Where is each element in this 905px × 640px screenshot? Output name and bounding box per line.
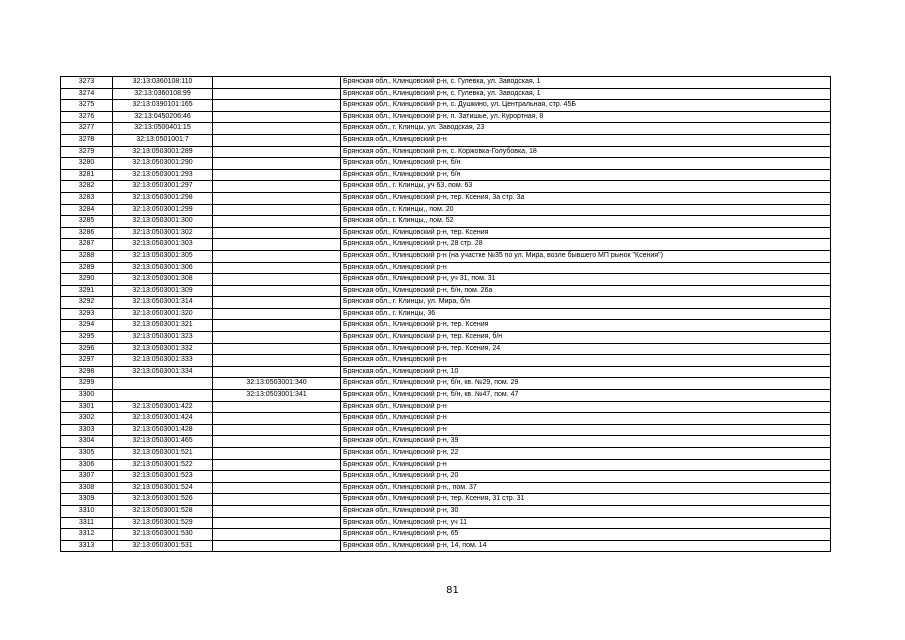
address-cell: Брянская обл., Клинцовский р-н,, пом. 37 [341, 482, 831, 494]
table-row [61, 169, 831, 181]
page-number: 81 [446, 585, 459, 596]
row-number-cell: 3285 [61, 216, 113, 228]
cadastral-number-alt-cell [213, 494, 341, 506]
cadastral-number-alt-cell [213, 366, 341, 378]
cadastral-number-cell: 32:13:0503001:529 [113, 517, 213, 529]
cadastral-number-cell: 32:13:0503001:526 [113, 494, 213, 506]
table-row [61, 471, 831, 483]
cadastral-number-cell: 32:13:0503001:528 [113, 505, 213, 517]
address-cell: Брянская обл., Клинцовский р-н, 22 [341, 448, 831, 460]
property-table-body [61, 77, 831, 552]
row-number-cell: 3274 [61, 88, 113, 100]
address-cell: Брянская обл., Клинцовский р-н, б/н [341, 169, 831, 181]
row-number-cell: 3296 [61, 343, 113, 355]
row-number-cell: 3293 [61, 308, 113, 320]
cadastral-number-alt-cell [213, 204, 341, 216]
cadastral-number-alt-cell [213, 517, 341, 529]
cadastral-number-cell: 32:13:0501001:7 [113, 134, 213, 146]
row-number-cell: 3301 [61, 401, 113, 413]
cadastral-number-cell: 32:13:0503001:298 [113, 192, 213, 204]
cadastral-number-cell: 32:13:0503001:320 [113, 308, 213, 320]
table-row [61, 250, 831, 262]
address-cell: Брянская обл., Клинцовский р-н, б/н, кв. №47, пом. 47 [341, 390, 831, 402]
table-row [61, 540, 831, 552]
cadastral-number-alt-cell [213, 100, 341, 112]
cadastral-number-alt-cell [213, 401, 341, 413]
row-number-cell: 3283 [61, 192, 113, 204]
cadastral-number-alt-cell [213, 308, 341, 320]
address-cell: Брянская обл., Клинцовский р-н [341, 424, 831, 436]
address-cell: Брянская обл., Клинцовский р-н, тер. Ксения [341, 320, 831, 332]
table-row [61, 482, 831, 494]
cadastral-number-alt-cell [213, 529, 341, 541]
address-cell: Брянская обл., Клинцовский р-н, б/н, пом. 26а [341, 285, 831, 297]
cadastral-number-cell: 32:13:0503001:523 [113, 471, 213, 483]
row-number-cell: 3282 [61, 181, 113, 193]
table-row [61, 262, 831, 274]
table-row [61, 204, 831, 216]
address-cell: Брянская обл., Клинцовский р-н, 10 [341, 366, 831, 378]
address-cell: Брянская обл., г. Клинцы, ул. Мира, б/н [341, 297, 831, 309]
table-row [61, 297, 831, 309]
row-number-cell: 3298 [61, 366, 113, 378]
table-row [61, 494, 831, 506]
row-number-cell: 3273 [61, 77, 113, 89]
cadastral-number-alt-cell [213, 274, 341, 286]
table-row [61, 216, 831, 228]
row-number-cell: 3294 [61, 320, 113, 332]
cadastral-number-alt-cell [213, 320, 341, 332]
address-cell: Брянская обл., Клинцовский р-н, 20 [341, 471, 831, 483]
cadastral-number-alt-cell [213, 262, 341, 274]
row-number-cell: 3310 [61, 505, 113, 517]
cadastral-number-alt-cell [213, 111, 341, 123]
address-cell: Брянская обл., Клинцовский р-н, тер. Ксения, 31 стр. 31 [341, 494, 831, 506]
cadastral-number-alt-cell [213, 216, 341, 228]
cadastral-number-cell: 32:13:0503001:424 [113, 413, 213, 425]
row-number-cell: 3287 [61, 239, 113, 251]
address-cell: Брянская обл., Клинцовский р-н [341, 134, 831, 146]
table-row [61, 413, 831, 425]
cadastral-number-cell: 32:13:0503001:300 [113, 216, 213, 228]
cadastral-number-cell: 32:13:0503001:524 [113, 482, 213, 494]
cadastral-number-cell: 32:13:0503001:531 [113, 540, 213, 552]
cadastral-number-alt-cell [213, 192, 341, 204]
row-number-cell: 3289 [61, 262, 113, 274]
address-cell: Брянская обл., Клинцовский р-н [341, 459, 831, 471]
table-row [61, 320, 831, 332]
address-cell: Брянская обл., г. Клинцы,, пом. 20 [341, 204, 831, 216]
row-number-cell: 3300 [61, 390, 113, 402]
address-cell: Брянская обл., Клинцовский р-н, 28 стр. 28 [341, 239, 831, 251]
address-cell: Брянская обл., Клинцовский р-н, тер. Ксения [341, 227, 831, 239]
table-row [61, 401, 831, 413]
row-number-cell: 3304 [61, 436, 113, 448]
row-number-cell: 3297 [61, 355, 113, 367]
cadastral-number-alt-cell [213, 448, 341, 460]
table-row [61, 111, 831, 123]
table-row [61, 424, 831, 436]
table-row [61, 88, 831, 100]
row-number-cell: 3286 [61, 227, 113, 239]
cadastral-number-cell: 32:13:0503001:530 [113, 529, 213, 541]
cadastral-number-cell: 32:13:0503001:309 [113, 285, 213, 297]
cadastral-number-cell: 32:13:0503001:293 [113, 169, 213, 181]
cadastral-number-cell: 32:13:0503001:465 [113, 436, 213, 448]
cadastral-number-cell: 32:13:0503001:302 [113, 227, 213, 239]
cadastral-number-cell: 32:13:0503001:334 [113, 366, 213, 378]
table-row [61, 355, 831, 367]
cadastral-number-alt-cell [213, 285, 341, 297]
cadastral-number-cell [113, 390, 213, 402]
address-cell: Брянская обл., г. Клинцы, ул. Заводская, 23 [341, 123, 831, 135]
cadastral-number-alt-cell [213, 424, 341, 436]
row-number-cell: 3312 [61, 529, 113, 541]
cadastral-number-cell: 32:13:0503001:308 [113, 274, 213, 286]
cadastral-number-alt-cell [213, 332, 341, 344]
cadastral-number-alt-cell [213, 436, 341, 448]
table-row [61, 134, 831, 146]
address-cell: Брянская обл., Клинцовский р-н, тер. Ксения, 3а стр. 3а [341, 192, 831, 204]
row-number-cell: 3305 [61, 448, 113, 460]
cadastral-number-cell: 32:13:0390101:165 [113, 100, 213, 112]
table-row [61, 227, 831, 239]
row-number-cell: 3275 [61, 100, 113, 112]
address-cell: Брянская обл., Клинцовский р-н, 65 [341, 529, 831, 541]
table-row [61, 332, 831, 344]
cadastral-number-alt-cell [213, 343, 341, 355]
table-row [61, 146, 831, 158]
cadastral-number-alt-cell [213, 123, 341, 135]
cadastral-number-alt-cell [213, 146, 341, 158]
table-row [61, 181, 831, 193]
table-row [61, 285, 831, 297]
row-number-cell: 3291 [61, 285, 113, 297]
row-number-cell: 3290 [61, 274, 113, 286]
cadastral-number-alt-cell [213, 134, 341, 146]
address-cell: Брянская обл., Клинцовский р-н, тер. Ксения, 24 [341, 343, 831, 355]
address-cell: Брянская обл., Клинцовский р-н, 39 [341, 436, 831, 448]
address-cell: Брянская обл., Клинцовский р-н [341, 262, 831, 274]
address-cell: Брянская обл., Клинцовский р-н, б/н [341, 158, 831, 170]
cadastral-number-cell: 32:13:0503001:321 [113, 320, 213, 332]
address-cell: Брянская обл., Клинцовский р-н [341, 413, 831, 425]
table-row [61, 308, 831, 320]
row-number-cell: 3308 [61, 482, 113, 494]
cadastral-number-alt-cell [213, 181, 341, 193]
cadastral-number-cell: 32:13:0503001:323 [113, 332, 213, 344]
cadastral-number-alt-cell [213, 471, 341, 483]
cadastral-number-cell: 32:13:0503001:299 [113, 204, 213, 216]
row-number-cell: 3303 [61, 424, 113, 436]
table-row [61, 448, 831, 460]
table-row [61, 100, 831, 112]
cadastral-number-alt-cell [213, 250, 341, 262]
cadastral-number-alt-cell [213, 297, 341, 309]
row-number-cell: 3284 [61, 204, 113, 216]
address-cell: Брянская обл., г. Клинцы, уч 63, пом. 63 [341, 181, 831, 193]
cadastral-number-alt-cell [213, 413, 341, 425]
cadastral-number-alt-cell [213, 355, 341, 367]
table-row [61, 459, 831, 471]
address-cell: Брянская обл., г. Клинцы, 36 [341, 308, 831, 320]
row-number-cell: 3313 [61, 540, 113, 552]
cadastral-number-cell [113, 378, 213, 390]
address-cell: Брянская обл., Клинцовский р-н, уч 31, пом. 31 [341, 274, 831, 286]
cadastral-number-alt-cell [213, 239, 341, 251]
cadastral-number-alt-cell [213, 158, 341, 170]
address-cell: Брянская обл., Клинцовский р-н, п. Затишье, ул. Курортная, 8 [341, 111, 831, 123]
cadastral-number-alt-cell [213, 482, 341, 494]
row-number-cell: 3306 [61, 459, 113, 471]
cadastral-number-alt-cell [213, 77, 341, 89]
cadastral-number-cell: 32:13:0500401:15 [113, 123, 213, 135]
address-cell: Брянская обл., Клинцовский р-н, уч 11 [341, 517, 831, 529]
row-number-cell: 3295 [61, 332, 113, 344]
row-number-cell: 3309 [61, 494, 113, 506]
cadastral-number-cell: 32:13:0503001:290 [113, 158, 213, 170]
cadastral-number-cell: 32:13:0503001:521 [113, 448, 213, 460]
row-number-cell: 3288 [61, 250, 113, 262]
cadastral-number-cell: 32:13:0503001:428 [113, 424, 213, 436]
address-cell: Брянская обл., Клинцовский р-н [341, 355, 831, 367]
cadastral-number-cell: 32:13:0503001:305 [113, 250, 213, 262]
cadastral-number-alt-cell: 32:13:0503001:341 [213, 390, 341, 402]
table-row [61, 77, 831, 89]
table-row [61, 529, 831, 541]
address-cell: Брянская обл., Клинцовский р-н, 14, пом. 14 [341, 540, 831, 552]
row-number-cell: 3276 [61, 111, 113, 123]
table-row [61, 343, 831, 355]
row-number-cell: 3307 [61, 471, 113, 483]
address-cell: Брянская обл., Клинцовский р-н, б/н, кв. №29, пом. 29 [341, 378, 831, 390]
table-row [61, 517, 831, 529]
cadastral-number-alt-cell [213, 540, 341, 552]
cadastral-number-cell: 32:13:0360108:110 [113, 77, 213, 89]
address-cell: Брянская обл., Клинцовский р-н (на участке №35 по ул. Мира, возле бывшего МП рынок "Ксения") [341, 250, 831, 262]
property-table [60, 76, 831, 552]
table-row [61, 378, 831, 390]
address-cell: Брянская обл., Клинцовский р-н, 30 [341, 505, 831, 517]
table-row [61, 239, 831, 251]
table-row [61, 158, 831, 170]
cadastral-number-cell: 32:13:0503001:522 [113, 459, 213, 471]
table-row [61, 366, 831, 378]
cadastral-number-alt-cell [213, 459, 341, 471]
table-row [61, 390, 831, 402]
row-number-cell: 3279 [61, 146, 113, 158]
row-number-cell: 3302 [61, 413, 113, 425]
cadastral-number-cell: 32:13:0503001:333 [113, 355, 213, 367]
cadastral-number-cell: 32:13:0450206:46 [113, 111, 213, 123]
address-cell: Брянская обл., Клинцовский р-н, с. Гулевка, ул. Заводская, 1 [341, 88, 831, 100]
cadastral-number-cell: 32:13:0503001:314 [113, 297, 213, 309]
table-row [61, 274, 831, 286]
address-cell: Брянская обл., Клинцовский р-н, с. Душкино, ул. Центральная, стр. 45Б [341, 100, 831, 112]
address-cell: Брянская обл., г. Клинцы,, пом. 52 [341, 216, 831, 228]
cadastral-number-cell: 32:13:0503001:303 [113, 239, 213, 251]
row-number-cell: 3311 [61, 517, 113, 529]
cadastral-number-cell: 32:13:0503001:297 [113, 181, 213, 193]
table-row [61, 192, 831, 204]
row-number-cell: 3280 [61, 158, 113, 170]
cadastral-number-cell: 32:13:0503001:289 [113, 146, 213, 158]
row-number-cell: 3281 [61, 169, 113, 181]
row-number-cell: 3299 [61, 378, 113, 390]
cadastral-number-alt-cell [213, 88, 341, 100]
cadastral-number-cell: 32:13:0503001:422 [113, 401, 213, 413]
cadastral-number-alt-cell [213, 227, 341, 239]
row-number-cell: 3277 [61, 123, 113, 135]
cadastral-number-cell: 32:13:0503001:332 [113, 343, 213, 355]
address-cell: Брянская обл., Клинцовский р-н [341, 401, 831, 413]
address-cell: Брянская обл., Клинцовский р-н, с. Гулевка, ул. Заводская, 1 [341, 77, 831, 89]
table-row [61, 123, 831, 135]
cadastral-number-alt-cell: 32:13:0503001:340 [213, 378, 341, 390]
row-number-cell: 3278 [61, 134, 113, 146]
cadastral-number-cell: 32:13:0503001:306 [113, 262, 213, 274]
address-cell: Брянская обл., Клинцовский р-н, тер. Ксения, б/н [341, 332, 831, 344]
table-row [61, 505, 831, 517]
table-row [61, 436, 831, 448]
row-number-cell: 3292 [61, 297, 113, 309]
cadastral-number-alt-cell [213, 505, 341, 517]
cadastral-number-alt-cell [213, 169, 341, 181]
cadastral-number-cell: 32:13:0360108:99 [113, 88, 213, 100]
address-cell: Брянская обл., Клинцовский р-н, с. Коржовка-Голубовка, 18 [341, 146, 831, 158]
